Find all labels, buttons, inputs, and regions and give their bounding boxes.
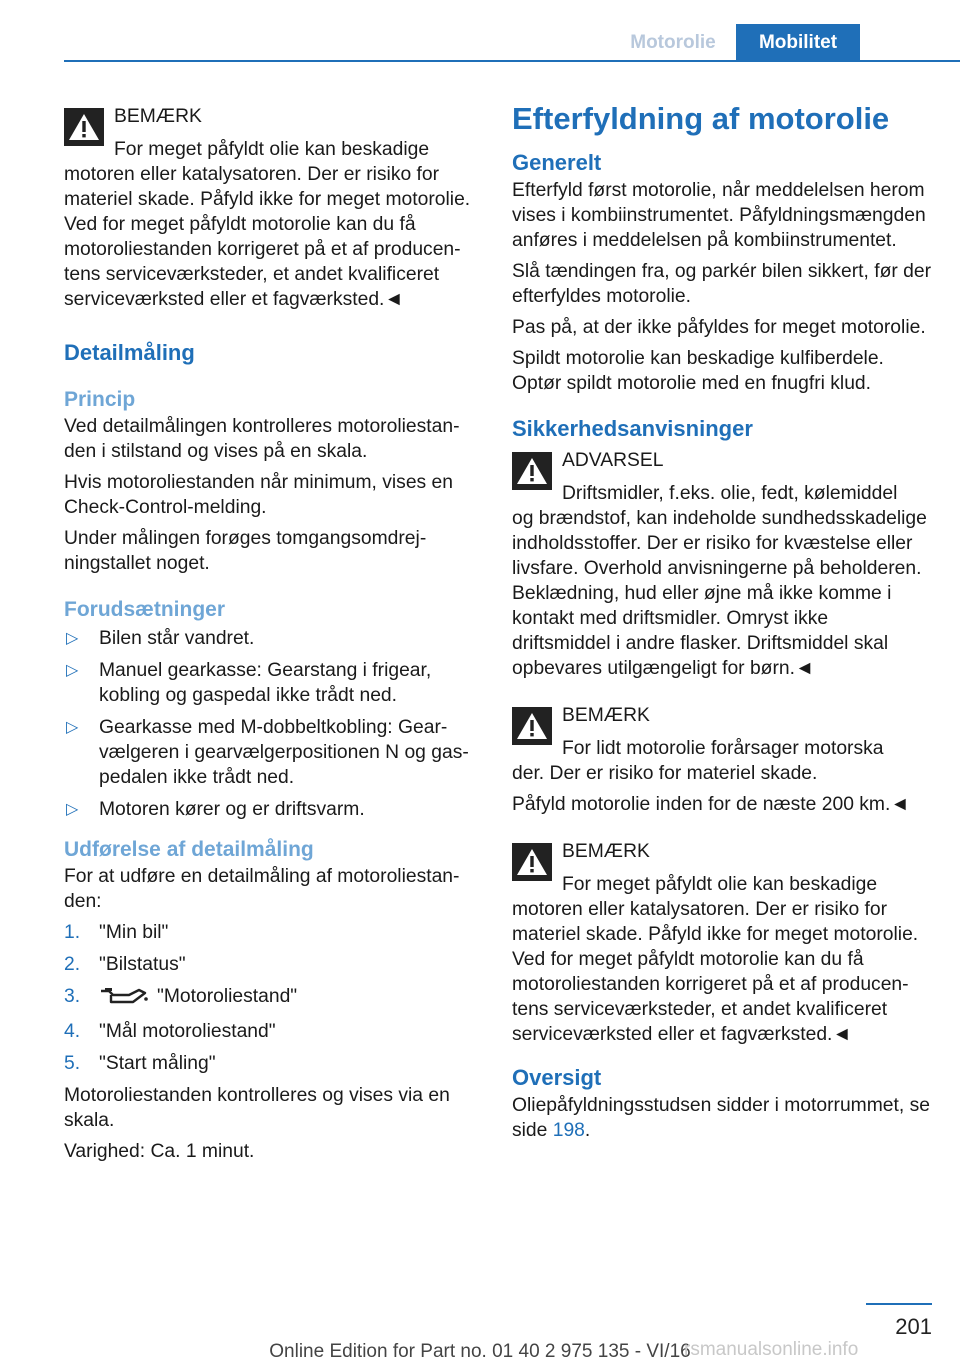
list-item: ▷ Manuel gearkasse: Gearstang i frigear, kobling og gaspedal ikke trådt ned.: [66, 660, 432, 706]
note-box: [512, 699, 932, 786]
warning-triangle-icon: [64, 108, 104, 146]
warning-body: og brændstof, kan indeholde sundhedsskadelige indholdsstoffer. Der er risiko for kvæstelse eller livsfare. Overhold anvisningerne på beholderen. Beklædning, hud eller øjne må ikke komme i kontakt med driftsmidler. Omryst ikke driftsmiddel i andre flasker. Driftsmiddel skal opbevares utilgængeligt for børn.◄: [512, 508, 927, 679]
oil-can-icon: [99, 987, 149, 1012]
warning-box: [512, 444, 932, 681]
tab-mobilitet[interactable]: Mobilitet: [736, 24, 860, 62]
generelt-paragraph-1: Efterfyld først motorolie, når meddelelsen herom vises i kombiinstrumentet. Påfyldningsmængden anføres i meddelelsen på kombiinstrumentet.: [512, 180, 926, 251]
warning-triangle-icon: [512, 452, 552, 490]
princip-paragraph-1: Ved detailmålingen kontrolleres motoroliestanden i stilstand og vises på en skala.: [64, 416, 460, 462]
watermark: rsmanualsonline.info: [684, 1339, 859, 1360]
note-body: der. Der er risiko for materiel skade.: [512, 763, 818, 784]
note-heading: BEMÆRK: [562, 705, 650, 726]
note-followup: Påfyld motorolie inden for de næste 200 km.◄: [512, 794, 910, 815]
note-first-line: For lidt motorolie forårsager motorska: [562, 738, 884, 759]
warning-triangle-icon: [512, 843, 552, 881]
list-item: ▷ Gearkasse med M-dobbeltkobling: Gearvælgeren i gearvælgerpositionen N og gaspedalen ikke trådt ned.: [66, 717, 469, 788]
generelt-paragraph-3: Pas på, at der ikke påfyldes for meget motorolie.: [512, 317, 926, 338]
step-item: 2. "Bilstatus": [64, 954, 186, 975]
list-item: ▷ Motoren kører og er driftsvarm.: [66, 799, 365, 820]
princip-paragraph-2: Hvis motoroliestanden når minimum, vises en Check-Control-melding.: [64, 472, 453, 518]
page-number-rule: [866, 1303, 932, 1305]
note-body: motoren eller katalysatoren. Der er risiko for materiel skade. Påfyld ikke for meget motorolie. Ved for meget påfyldt motorolie kan du få motoroliestanden korrigeret på et af producentens serviceværksteder, et andet kvalificeret serviceværksted eller et fagværksted.◄: [512, 899, 919, 1045]
tab-motorolie[interactable]: Motorolie: [630, 32, 716, 53]
generelt-paragraph-2: Slå tændingen fra, og parkér bilen sikkert, før der efterfyldes motorolie.: [512, 261, 932, 307]
list-item: ▷ Bilen står vandret.: [66, 628, 255, 649]
step-item: 1. "Min bil": [64, 922, 169, 943]
princip-paragraph-3: Under målingen forøges tomgangsomdrejningstallet noget.: [64, 528, 427, 574]
warning-triangle-icon: [512, 707, 552, 745]
warning-heading: ADVARSEL: [562, 450, 664, 471]
triangle-bullet-icon: ▷: [66, 630, 79, 647]
page-link[interactable]: 198: [552, 1120, 585, 1141]
note-heading: BEMÆRK: [562, 841, 650, 862]
udfoerelse-intro: For at udføre en detailmåling af motoroliestanden:: [64, 866, 460, 912]
step-item: 5. "Start måling": [64, 1053, 216, 1074]
step-item: 3. "Motoroliestand": [64, 984, 478, 1012]
heading-oversigt: Oversigt: [512, 1065, 602, 1090]
note-box: [64, 100, 478, 312]
page-number: 201: [895, 1314, 932, 1339]
left-column: [64, 100, 478, 1170]
note-heading: BEMÆRK: [114, 106, 202, 127]
note-first-line: For meget påfyldt olie kan beskadige: [114, 139, 430, 160]
generelt-paragraph-4: Spildt motorolie kan beskadige kulfiberdele. Optør spildt motorolie med en fnugfri klud.: [512, 348, 884, 394]
heading-sikkerhed: Sikkerhedsanvisninger: [512, 416, 753, 441]
triangle-bullet-icon: ▷: [66, 719, 79, 736]
step-list: [64, 920, 478, 1076]
heading-udfoerelse: Udførelse af detailmåling: [64, 838, 314, 861]
heading-generelt: Generelt: [512, 150, 602, 175]
after-paragraph-2: Varighed: Ca. 1 minut.: [64, 1141, 255, 1162]
right-column: [512, 100, 932, 1149]
heading-princip: Princip: [64, 388, 136, 411]
step-item: 4. "Mål motoroliestand": [64, 1021, 276, 1042]
heading-detailmaaling: Detailmåling: [64, 340, 195, 365]
note-first-line: For meget påfyldt olie kan beskadige: [562, 874, 878, 895]
page-header: [64, 24, 960, 62]
oversigt-paragraph: Oliepåfyldningsstudsen sidder i motorrummet, se side 198.: [512, 1095, 930, 1141]
triangle-bullet-icon: ▷: [66, 801, 79, 818]
note-body: motoren eller katalysatoren. Der er risiko for materiel skade. Påfyld ikke for meget motorolie. Ved for meget påfyldt motorolie kan du få motoroliestanden korrigeret på et af producentens serviceværksteder, et andet kvalificeret serviceværksted eller et fagværksted.◄: [64, 164, 471, 310]
edition-footer: Online Edition for Part no. 01 40 2 975 135 - VI/16: [269, 1341, 691, 1362]
after-paragraph-1: Motoroliestanden kontrolleres og vises via en skala.: [64, 1085, 450, 1131]
note-box: [512, 835, 932, 1047]
header-rule: [64, 60, 960, 62]
triangle-bullet-icon: ▷: [66, 662, 79, 679]
warning-first-line: Driftsmidler, f.eks. olie, fedt, kølemiddel: [562, 483, 898, 504]
section-title: Efterfyldning af motorolie: [512, 101, 890, 136]
prerequisite-list: [64, 626, 478, 822]
heading-forudsaetninger: Forudsætninger: [64, 598, 225, 621]
